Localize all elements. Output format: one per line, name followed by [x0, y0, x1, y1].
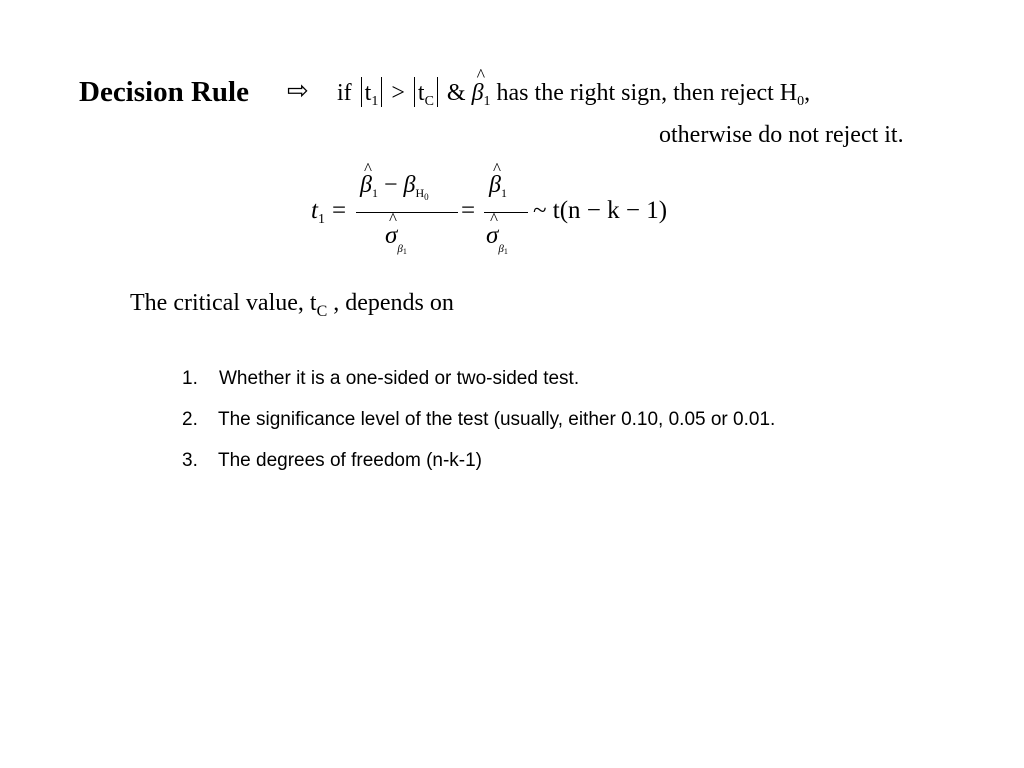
- list-item: [182, 358, 775, 399]
- formula-equals-2: =: [461, 197, 476, 224]
- rule-middle-text: has the right sign, then reject: [496, 80, 774, 106]
- t1-subscript: 1: [371, 94, 379, 109]
- tc-symbol: t: [417, 80, 425, 106]
- list-item: [182, 440, 775, 481]
- num1-beta-hat: ^ β: [360, 172, 372, 199]
- num1-beta-h-subsub: 0: [424, 192, 429, 202]
- num1-minus: −: [383, 172, 398, 198]
- beta-hat: ^ β: [472, 80, 484, 107]
- abs-bar-left: [361, 77, 362, 107]
- num2-beta-sub: 1: [500, 186, 507, 200]
- critical-prefix: The critical value, t: [130, 290, 317, 316]
- formula-distribution: ~ t(n − k − 1): [533, 197, 668, 224]
- critical-subscript: C: [316, 303, 328, 320]
- decision-rule-condition: [337, 77, 810, 110]
- fraction-1-numerator: [360, 172, 429, 202]
- den2-sigma-sub-beta: β: [498, 243, 504, 255]
- list-item-number: 2.: [182, 409, 198, 430]
- num1-beta-h-sub: H: [415, 186, 425, 200]
- fraction-bar-1: [356, 212, 458, 213]
- num1-beta-h: β: [403, 172, 416, 198]
- fraction-1-denominator: [385, 222, 407, 256]
- formula-t-subscript: 1: [317, 212, 325, 227]
- den1-sigma-sub-one: 1: [402, 247, 407, 256]
- fraction-2-numerator: [489, 172, 507, 201]
- h0-subscript: 0: [797, 94, 805, 109]
- critical-suffix: , depends on: [327, 290, 454, 316]
- ampersand: &: [446, 80, 466, 106]
- list-item-text: The degrees of freedom (n-k-1): [218, 450, 483, 471]
- fraction-2-denominator: [486, 222, 508, 256]
- abs-bar-right-c: [437, 77, 438, 107]
- tc-subscript: C: [424, 94, 434, 109]
- list-item-number: 3.: [182, 450, 198, 471]
- den2-sigma-sub-one: 1: [503, 247, 508, 256]
- list-item: [182, 399, 775, 440]
- den1-sigma-sub-beta: β: [397, 243, 403, 255]
- h0-symbol: H: [779, 80, 798, 106]
- right-arrow-icon: ⇨: [287, 76, 309, 105]
- list-item-number: 1.: [182, 368, 198, 389]
- list-item-text: The significance level of the test (usually, either 0.10, 0.05 or 0.01.: [218, 409, 776, 430]
- t1-symbol: t: [364, 80, 372, 106]
- abs-bar-left-c: [414, 77, 415, 107]
- den1-sigma-hat: ^ σ: [385, 222, 397, 250]
- formula-lhs: [311, 197, 325, 228]
- den2-sigma-hat: ^ σ: [486, 222, 498, 250]
- beta-subscript: 1: [483, 94, 491, 109]
- greater-than: >: [391, 80, 405, 106]
- rule-comma: ,: [804, 80, 811, 106]
- num1-beta-sub: 1: [371, 186, 378, 200]
- list-item-text: Whether it is a one-sided or two-sided test.: [219, 368, 580, 389]
- critical-value-text: [130, 290, 454, 321]
- decision-rule-title: Decision Rule: [79, 76, 249, 108]
- num2-beta-hat: ^ β: [489, 172, 501, 199]
- if-word: if: [337, 80, 352, 106]
- numbered-list: [182, 358, 775, 481]
- abs-bar-right: [381, 77, 382, 107]
- formula-t: t: [311, 197, 318, 224]
- formula-equals-1: =: [332, 197, 347, 224]
- decision-rule-otherwise: otherwise do not reject it.: [659, 122, 904, 148]
